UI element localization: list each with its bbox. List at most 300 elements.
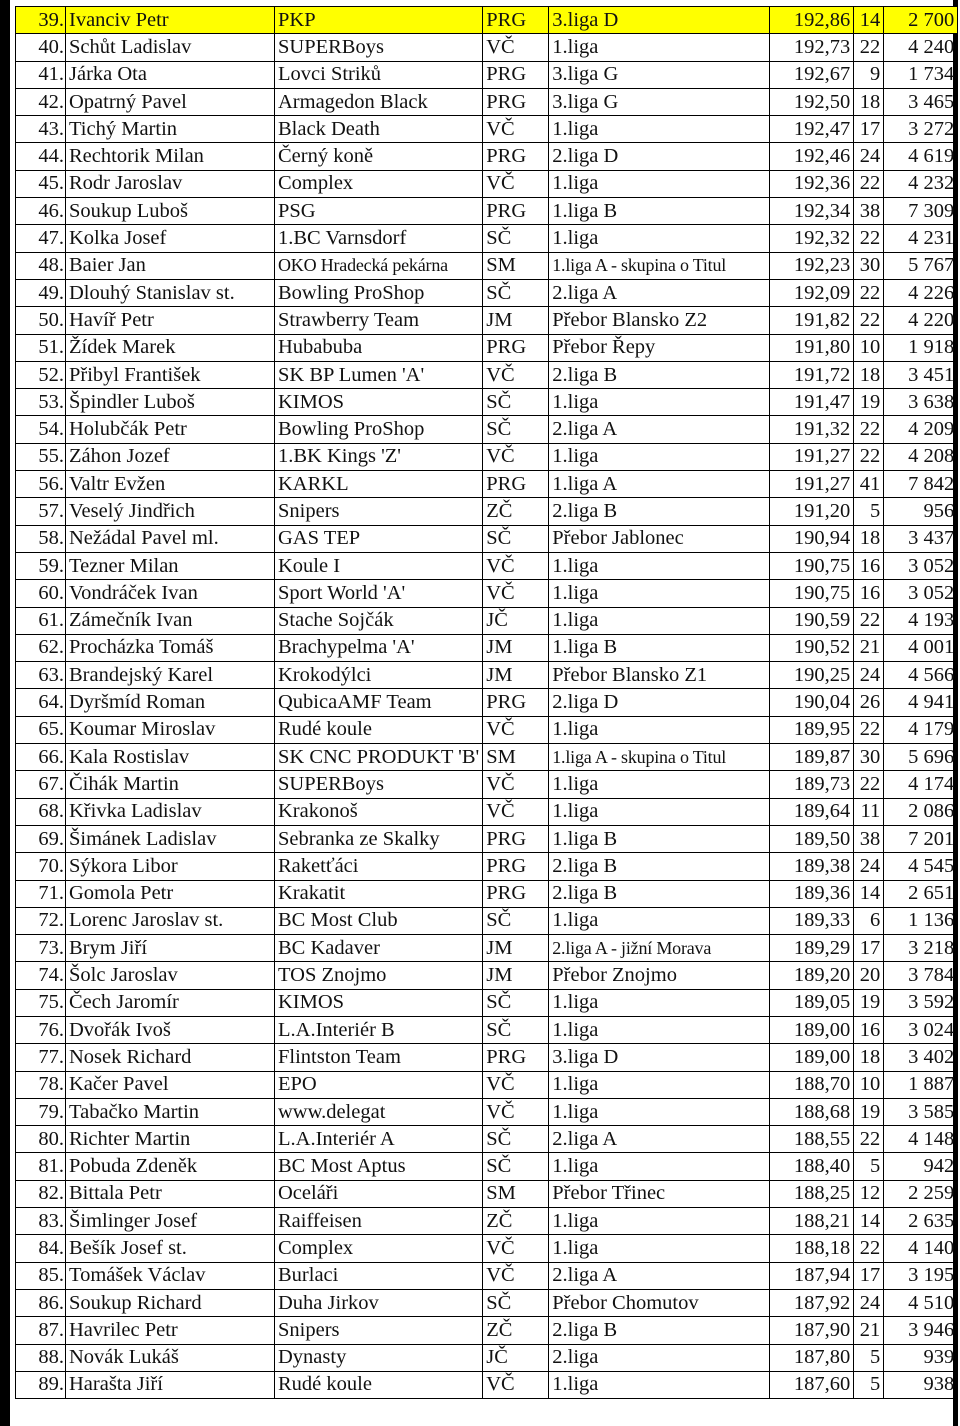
- team-cell: Koule I: [275, 552, 483, 579]
- average-cell: 192,47: [770, 116, 854, 143]
- table-row: [16, 853, 958, 880]
- player-name-cell: Kala Rostislav: [66, 744, 275, 771]
- rank-cell: 54.: [16, 416, 66, 443]
- table-row: [16, 689, 958, 716]
- games-cell: 11: [854, 798, 884, 825]
- region-cell: JM: [483, 634, 549, 661]
- rank-cell: 48.: [16, 252, 66, 279]
- league-cell: 1.liga A - skupina o Titul: [549, 252, 770, 279]
- games-cell: 5: [854, 1153, 884, 1180]
- pins-cell: 4 179: [884, 716, 958, 743]
- rank-cell: 59.: [16, 552, 66, 579]
- player-name-cell: Soukup Luboš: [66, 198, 275, 225]
- pins-cell: 2 635: [884, 1208, 958, 1235]
- league-cell: 3.liga D: [549, 1044, 770, 1071]
- pins-cell: 942: [884, 1153, 958, 1180]
- player-name-cell: Tabačko Martin: [66, 1098, 275, 1125]
- games-cell: 22: [854, 225, 884, 252]
- region-cell: PRG: [483, 825, 549, 852]
- rank-cell: 61.: [16, 607, 66, 634]
- league-cell: 1.liga: [549, 989, 770, 1016]
- region-cell: PRG: [483, 334, 549, 361]
- table-row: [16, 907, 958, 934]
- rank-cell: 76.: [16, 1016, 66, 1043]
- pins-cell: 938: [884, 1371, 958, 1398]
- games-cell: 5: [854, 1371, 884, 1398]
- average-cell: 189,38: [770, 853, 854, 880]
- table-row: [16, 1016, 958, 1043]
- player-name-cell: Kolka Josef: [66, 225, 275, 252]
- pins-cell: 3 402: [884, 1044, 958, 1071]
- region-cell: PRG: [483, 689, 549, 716]
- pins-cell: 1 918: [884, 334, 958, 361]
- average-cell: 190,75: [770, 552, 854, 579]
- region-cell: SČ: [483, 1016, 549, 1043]
- table-row: [16, 334, 958, 361]
- pins-cell: 3 585: [884, 1098, 958, 1125]
- games-cell: 26: [854, 689, 884, 716]
- games-cell: 24: [854, 853, 884, 880]
- league-cell: 1.liga B: [549, 634, 770, 661]
- average-cell: 189,50: [770, 825, 854, 852]
- rank-cell: 67.: [16, 771, 66, 798]
- team-cell: EPO: [275, 1071, 483, 1098]
- table-row: [16, 198, 958, 225]
- player-name-cell: Rodr Jaroslav: [66, 170, 275, 197]
- league-cell: 1.liga: [549, 116, 770, 143]
- rank-cell: 66.: [16, 744, 66, 771]
- rank-cell: 39.: [16, 7, 66, 34]
- region-cell: VČ: [483, 552, 549, 579]
- rank-cell: 55.: [16, 443, 66, 470]
- region-cell: PRG: [483, 7, 549, 34]
- player-name-cell: Kačer Pavel: [66, 1071, 275, 1098]
- team-cell: Krakatit: [275, 880, 483, 907]
- team-cell: Rudé koule: [275, 1371, 483, 1398]
- table-row: [16, 1208, 958, 1235]
- team-cell: Stache Sojčák: [275, 607, 483, 634]
- average-cell: 192,67: [770, 61, 854, 88]
- region-cell: VČ: [483, 34, 549, 61]
- team-cell: Complex: [275, 1235, 483, 1262]
- team-cell: Raiffeisen: [275, 1208, 483, 1235]
- region-cell: ZČ: [483, 498, 549, 525]
- league-cell: 1.liga: [549, 170, 770, 197]
- games-cell: 22: [854, 279, 884, 306]
- games-cell: 10: [854, 334, 884, 361]
- rank-cell: 81.: [16, 1153, 66, 1180]
- team-cell: Snipers: [275, 1317, 483, 1344]
- table-row: [16, 1344, 958, 1371]
- region-cell: ZČ: [483, 1317, 549, 1344]
- rank-cell: 64.: [16, 689, 66, 716]
- team-cell: SUPERBoys: [275, 771, 483, 798]
- table-row: [16, 607, 958, 634]
- games-cell: 22: [854, 34, 884, 61]
- team-cell: KARKL: [275, 471, 483, 498]
- region-cell: SČ: [483, 225, 549, 252]
- table-row: [16, 88, 958, 115]
- pins-cell: 4 545: [884, 853, 958, 880]
- games-cell: 17: [854, 935, 884, 962]
- player-name-cell: Křivka Ladislav: [66, 798, 275, 825]
- region-cell: VČ: [483, 580, 549, 607]
- league-cell: 2.liga D: [549, 689, 770, 716]
- average-cell: 189,00: [770, 1016, 854, 1043]
- average-cell: 189,95: [770, 716, 854, 743]
- table-row: [16, 443, 958, 470]
- region-cell: SČ: [483, 1289, 549, 1316]
- team-cell: Black Death: [275, 116, 483, 143]
- league-cell: 1.liga: [549, 1371, 770, 1398]
- table-row: [16, 7, 958, 34]
- table-row: [16, 798, 958, 825]
- team-cell: 1.BC Varnsdorf: [275, 225, 483, 252]
- rank-cell: 74.: [16, 962, 66, 989]
- team-cell: Hubabuba: [275, 334, 483, 361]
- player-name-cell: Zámečník Ivan: [66, 607, 275, 634]
- pins-cell: 3 638: [884, 389, 958, 416]
- games-cell: 22: [854, 607, 884, 634]
- team-cell: PSG: [275, 198, 483, 225]
- team-cell: 1.BK Kings 'Z': [275, 443, 483, 470]
- league-cell: Přebor Blansko Z2: [549, 307, 770, 334]
- table-row: [16, 1071, 958, 1098]
- league-cell: 3.liga G: [549, 88, 770, 115]
- team-cell: Sebranka ze Skalky: [275, 825, 483, 852]
- average-cell: 190,52: [770, 634, 854, 661]
- team-cell: Strawberry Team: [275, 307, 483, 334]
- league-cell: 1.liga: [549, 1235, 770, 1262]
- games-cell: 30: [854, 744, 884, 771]
- league-cell: 2.liga B: [549, 498, 770, 525]
- table-row: [16, 307, 958, 334]
- table-row: [16, 1317, 958, 1344]
- rank-cell: 41.: [16, 61, 66, 88]
- pins-cell: 2 651: [884, 880, 958, 907]
- rank-cell: 53.: [16, 389, 66, 416]
- table-row: [16, 170, 958, 197]
- pins-cell: 5 767: [884, 252, 958, 279]
- average-cell: 191,20: [770, 498, 854, 525]
- rank-cell: 57.: [16, 498, 66, 525]
- league-cell: Přebor Znojmo: [549, 962, 770, 989]
- player-name-cell: Bešík Josef st.: [66, 1235, 275, 1262]
- pins-cell: 1 136: [884, 907, 958, 934]
- team-cell: Complex: [275, 170, 483, 197]
- player-name-cell: Špindler Luboš: [66, 389, 275, 416]
- team-cell: Rudé koule: [275, 716, 483, 743]
- league-cell: 1.liga A: [549, 471, 770, 498]
- player-name-cell: Brym Jiří: [66, 935, 275, 962]
- pins-cell: 4 193: [884, 607, 958, 634]
- table-row: [16, 716, 958, 743]
- average-cell: 192,09: [770, 279, 854, 306]
- player-name-cell: Čech Jaromír: [66, 989, 275, 1016]
- rank-cell: 77.: [16, 1044, 66, 1071]
- average-cell: 192,23: [770, 252, 854, 279]
- pins-cell: 3 437: [884, 525, 958, 552]
- region-cell: PRG: [483, 198, 549, 225]
- pins-cell: 7 309: [884, 198, 958, 225]
- player-name-cell: Novák Lukáš: [66, 1344, 275, 1371]
- pins-cell: 4 510: [884, 1289, 958, 1316]
- table-row: [16, 1262, 958, 1289]
- team-cell: SK CNC PRODUKT 'B': [275, 744, 483, 771]
- region-cell: VČ: [483, 1262, 549, 1289]
- table-row: [16, 1044, 958, 1071]
- region-cell: SČ: [483, 907, 549, 934]
- average-cell: 188,21: [770, 1208, 854, 1235]
- games-cell: 21: [854, 1317, 884, 1344]
- pins-cell: 4 619: [884, 143, 958, 170]
- player-name-cell: Gomola Petr: [66, 880, 275, 907]
- rank-cell: 68.: [16, 798, 66, 825]
- region-cell: VČ: [483, 1098, 549, 1125]
- table-row: [16, 552, 958, 579]
- games-cell: 38: [854, 825, 884, 852]
- team-cell: BC Most Club: [275, 907, 483, 934]
- rank-cell: 49.: [16, 279, 66, 306]
- team-cell: Duha Jirkov: [275, 1289, 483, 1316]
- average-cell: 188,68: [770, 1098, 854, 1125]
- table-row: [16, 935, 958, 962]
- league-cell: 2.liga A: [549, 416, 770, 443]
- region-cell: SČ: [483, 989, 549, 1016]
- player-name-cell: Rechtorik Milan: [66, 143, 275, 170]
- region-cell: PRG: [483, 1044, 549, 1071]
- table-row: [16, 634, 958, 661]
- pins-cell: 3 052: [884, 580, 958, 607]
- league-cell: 1.liga: [549, 607, 770, 634]
- league-cell: 1.liga: [549, 443, 770, 470]
- rank-cell: 43.: [16, 116, 66, 143]
- table-row: [16, 279, 958, 306]
- pins-cell: 4 209: [884, 416, 958, 443]
- average-cell: 190,04: [770, 689, 854, 716]
- table-row: [16, 252, 958, 279]
- games-cell: 16: [854, 1016, 884, 1043]
- region-cell: SČ: [483, 1153, 549, 1180]
- player-name-cell: Havíř Petr: [66, 307, 275, 334]
- average-cell: 189,64: [770, 798, 854, 825]
- player-name-cell: Nežádal Pavel ml.: [66, 525, 275, 552]
- games-cell: 19: [854, 389, 884, 416]
- region-cell: PRG: [483, 471, 549, 498]
- league-cell: 1.liga: [549, 907, 770, 934]
- team-cell: L.A.Interiér A: [275, 1126, 483, 1153]
- rank-cell: 71.: [16, 880, 66, 907]
- league-cell: 2.liga B: [549, 880, 770, 907]
- player-name-cell: Tezner Milan: [66, 552, 275, 579]
- rank-cell: 46.: [16, 198, 66, 225]
- rankings-table: [15, 6, 958, 1399]
- player-name-cell: Šimánek Ladislav: [66, 825, 275, 852]
- pins-cell: 4 174: [884, 771, 958, 798]
- rank-cell: 50.: [16, 307, 66, 334]
- league-cell: 1.liga: [549, 1098, 770, 1125]
- region-cell: VČ: [483, 1071, 549, 1098]
- league-cell: 1.liga: [549, 552, 770, 579]
- region-cell: VČ: [483, 170, 549, 197]
- pins-cell: 1 734: [884, 61, 958, 88]
- average-cell: 188,70: [770, 1071, 854, 1098]
- pins-cell: 956: [884, 498, 958, 525]
- rank-cell: 89.: [16, 1371, 66, 1398]
- games-cell: 18: [854, 525, 884, 552]
- table-row: [16, 1289, 958, 1316]
- league-cell: 1.liga: [549, 34, 770, 61]
- team-cell: KIMOS: [275, 989, 483, 1016]
- player-name-cell: Ivanciv Petr: [66, 7, 275, 34]
- team-cell: Krakonoš: [275, 798, 483, 825]
- pins-cell: 4 148: [884, 1126, 958, 1153]
- region-cell: SČ: [483, 389, 549, 416]
- table-row: [16, 143, 958, 170]
- region-cell: VČ: [483, 443, 549, 470]
- league-cell: 3.liga D: [549, 7, 770, 34]
- average-cell: 189,33: [770, 907, 854, 934]
- games-cell: 22: [854, 416, 884, 443]
- games-cell: 24: [854, 662, 884, 689]
- games-cell: 22: [854, 307, 884, 334]
- average-cell: 188,25: [770, 1180, 854, 1207]
- rank-cell: 45.: [16, 170, 66, 197]
- rank-cell: 40.: [16, 34, 66, 61]
- games-cell: 22: [854, 1235, 884, 1262]
- rank-cell: 80.: [16, 1126, 66, 1153]
- pins-cell: 2 700: [884, 7, 958, 34]
- rank-cell: 44.: [16, 143, 66, 170]
- average-cell: 190,59: [770, 607, 854, 634]
- team-cell: Bowling ProShop: [275, 279, 483, 306]
- team-cell: BC Kadaver: [275, 935, 483, 962]
- pins-cell: 3 465: [884, 88, 958, 115]
- table-row: [16, 1371, 958, 1398]
- rank-cell: 88.: [16, 1344, 66, 1371]
- pins-cell: 4 566: [884, 662, 958, 689]
- table-row: [16, 1153, 958, 1180]
- league-cell: 2.liga B: [549, 361, 770, 388]
- average-cell: 187,60: [770, 1371, 854, 1398]
- pins-cell: 3 451: [884, 361, 958, 388]
- average-cell: 190,94: [770, 525, 854, 552]
- games-cell: 18: [854, 88, 884, 115]
- games-cell: 17: [854, 116, 884, 143]
- region-cell: VČ: [483, 1235, 549, 1262]
- league-cell: Přebor Třinec: [549, 1180, 770, 1207]
- games-cell: 14: [854, 880, 884, 907]
- region-cell: VČ: [483, 716, 549, 743]
- league-cell: 1.liga: [549, 798, 770, 825]
- player-name-cell: Brandejský Karel: [66, 662, 275, 689]
- region-cell: JM: [483, 662, 549, 689]
- player-name-cell: Dyršmíd Roman: [66, 689, 275, 716]
- rankings-table-body: [16, 7, 958, 1399]
- rank-cell: 72.: [16, 907, 66, 934]
- games-cell: 22: [854, 771, 884, 798]
- page-border-left: [0, 0, 10, 1426]
- table-row: [16, 1126, 958, 1153]
- league-cell: 2.liga B: [549, 853, 770, 880]
- pins-cell: 7 842: [884, 471, 958, 498]
- pins-cell: 3 195: [884, 1262, 958, 1289]
- games-cell: 22: [854, 443, 884, 470]
- average-cell: 190,25: [770, 662, 854, 689]
- team-cell: Oceláři: [275, 1180, 483, 1207]
- region-cell: SČ: [483, 525, 549, 552]
- games-cell: 22: [854, 716, 884, 743]
- player-name-cell: Žídek Marek: [66, 334, 275, 361]
- pins-cell: 2 259: [884, 1180, 958, 1207]
- pins-cell: 3 272: [884, 116, 958, 143]
- region-cell: SČ: [483, 1126, 549, 1153]
- games-cell: 41: [854, 471, 884, 498]
- table-row: [16, 989, 958, 1016]
- average-cell: 192,86: [770, 7, 854, 34]
- league-cell: Přebor Jablonec: [549, 525, 770, 552]
- region-cell: ZČ: [483, 1208, 549, 1235]
- player-name-cell: Valtr Evžen: [66, 471, 275, 498]
- table-row: [16, 361, 958, 388]
- average-cell: 189,20: [770, 962, 854, 989]
- league-cell: Přebor Blansko Z1: [549, 662, 770, 689]
- region-cell: VČ: [483, 116, 549, 143]
- team-cell: OKO Hradecká pekárna: [275, 252, 483, 279]
- region-cell: PRG: [483, 143, 549, 170]
- team-cell: L.A.Interiér B: [275, 1016, 483, 1043]
- rank-cell: 79.: [16, 1098, 66, 1125]
- player-name-cell: Harašta Jiří: [66, 1371, 275, 1398]
- rank-cell: 87.: [16, 1317, 66, 1344]
- region-cell: VČ: [483, 1371, 549, 1398]
- player-name-cell: Richter Martin: [66, 1126, 275, 1153]
- player-name-cell: Pobuda Zdeněk: [66, 1153, 275, 1180]
- league-cell: Přebor Řepy: [549, 334, 770, 361]
- average-cell: 191,27: [770, 471, 854, 498]
- pins-cell: 4 232: [884, 170, 958, 197]
- rank-cell: 52.: [16, 361, 66, 388]
- region-cell: VČ: [483, 771, 549, 798]
- average-cell: 191,27: [770, 443, 854, 470]
- pins-cell: 3 052: [884, 552, 958, 579]
- rank-cell: 83.: [16, 1208, 66, 1235]
- games-cell: 14: [854, 7, 884, 34]
- rank-cell: 69.: [16, 825, 66, 852]
- team-cell: Bowling ProShop: [275, 416, 483, 443]
- table-row: [16, 962, 958, 989]
- table-row: [16, 662, 958, 689]
- league-cell: 2.liga A - jižní Morava: [549, 935, 770, 962]
- games-cell: 5: [854, 1344, 884, 1371]
- rank-cell: 73.: [16, 935, 66, 962]
- table-row: [16, 744, 958, 771]
- league-cell: 2.liga A: [549, 1126, 770, 1153]
- team-cell: Dynasty: [275, 1344, 483, 1371]
- region-cell: PRG: [483, 88, 549, 115]
- average-cell: 187,90: [770, 1317, 854, 1344]
- player-name-cell: Holubčák Petr: [66, 416, 275, 443]
- region-cell: SM: [483, 1180, 549, 1207]
- games-cell: 24: [854, 1289, 884, 1316]
- team-cell: QubicaAMF Team: [275, 689, 483, 716]
- league-cell: 2.liga: [549, 1344, 770, 1371]
- pins-cell: 4 208: [884, 443, 958, 470]
- games-cell: 22: [854, 170, 884, 197]
- rank-cell: 70.: [16, 853, 66, 880]
- region-cell: PRG: [483, 853, 549, 880]
- games-cell: 14: [854, 1208, 884, 1235]
